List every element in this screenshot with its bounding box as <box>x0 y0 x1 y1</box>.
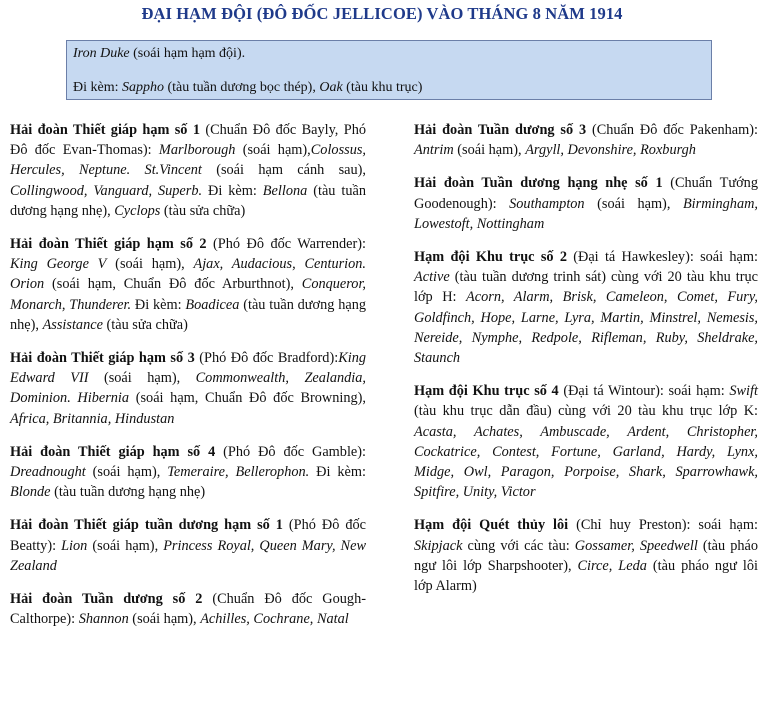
unit-heading: Hải đoàn Tuần dương hạng nhẹ số 1 <box>414 175 663 192</box>
ship-names: Acasta, Achates, Ambuscade, Ardent, Christopher, Cockatrice, Contest, Fortune, Garland, Hardy, Lynx, Midge, Owl, Paragon, Porpoise, Shark, Sparrowhawk, Spitfire, Unity, Victor <box>414 423 758 501</box>
unit-detail: (tàu tuần dương trinh sát) cùng với 20 tàu khu trục lớp H: <box>414 269 758 306</box>
ship-names: Ajax, Audacious, Centurion. Orion <box>10 256 367 293</box>
unit-detail: (soái hạm, Chuẩn Đô đốc Arburthnot), <box>44 276 302 293</box>
unit-heading: Hạm đội Khu trục số 4 <box>414 383 559 400</box>
squadron-entry <box>10 442 366 503</box>
unit-detail: (tàu tuần dương hạng nhẹ) <box>50 484 206 501</box>
ship-names: Colossus, Hercules, Neptune. St.Vincent <box>10 142 366 179</box>
squadron-entry <box>10 234 366 335</box>
page-title: ĐẠI HẠM ĐỘI (ĐÔ ĐỐC JELLICOE) VÀO THÁNG 8 NĂM 1914 <box>141 4 623 23</box>
ship-names: Shannon <box>78 611 129 628</box>
ship-names: Achilles, Cochrane, Natal <box>200 611 349 628</box>
ship-names: Southampton <box>509 195 585 212</box>
squadron-entry <box>414 381 758 502</box>
ship-names: Africa, Britannia, Hindustan <box>10 410 175 427</box>
ship-names: Oak <box>319 80 343 95</box>
unit-heading: Hải đoàn Tuần dương số 3 <box>414 122 587 138</box>
unit-heading: Hạm đội Quét thủy lôi <box>414 517 569 534</box>
ship-names: Iron Duke <box>73 46 130 61</box>
squadron-entry <box>10 515 366 576</box>
squadron-entry <box>10 589 366 629</box>
unit-detail: (tàu sửa chữa) <box>102 316 188 333</box>
squadron-entry <box>414 173 758 234</box>
ship-names: Boadicea <box>185 296 240 313</box>
flagship-line <box>73 44 705 64</box>
unit-heading: Hải đoàn Thiết giáp tuần dương hạm số 1 <box>10 517 283 534</box>
unit-detail: (tàu sửa chữa) <box>160 202 246 219</box>
unit-detail: (tàu tuần dương hạng nhẹ), <box>10 182 366 219</box>
ship-names: Antrim <box>414 142 454 159</box>
unit-heading: Hải đoàn Thiết giáp hạm số 2 <box>10 236 207 253</box>
ship-names: Blonde <box>10 484 51 501</box>
unit-detail: (soái hạm cánh sau), <box>201 162 366 179</box>
unit-heading: Hải đoàn Tuần dương số 2 <box>10 591 203 608</box>
squadron-entry <box>414 120 758 160</box>
unit-detail: (Đại tá Hawkesley): soái hạm: <box>566 249 758 266</box>
ship-names: Temeraire, Bellerophon. <box>167 464 310 481</box>
unit-heading: Hải đoàn Thiết giáp hạm số 4 <box>10 443 216 460</box>
unit-detail: Đi kèm: <box>131 296 186 313</box>
unit-detail: (Chuẩn Đô đốc Gough-Calthorpe): <box>10 591 366 628</box>
unit-detail: cùng với các tàu: <box>462 537 575 554</box>
unit-detail: (tàu tuần dương hạng nhẹ), <box>10 296 367 333</box>
ship-names: Active <box>414 269 450 286</box>
ship-names: Lion <box>61 537 88 554</box>
unit-heading: Hải đoàn Thiết giáp hạm số 1 <box>10 122 200 138</box>
unit-detail: Đi kèm: <box>309 464 366 481</box>
unit-detail: (tàu pháo ngư lôi lớp Alarm) <box>414 557 758 595</box>
left-column <box>10 120 366 642</box>
unit-detail: (soái hạm), <box>85 464 168 481</box>
unit-detail: (Chuẩn Đô đốc Pakenham): <box>586 122 758 138</box>
unit-detail: (soái hạm), <box>128 611 201 628</box>
unit-detail: (soái hạm), <box>584 195 683 212</box>
unit-detail: (soái hạm), <box>106 256 194 273</box>
unit-detail: (tàu khu trục) <box>342 80 423 95</box>
unit-detail: (Chuẩn Đô đốc Bayly, Phó Đô đốc Evan-Thomas): <box>10 122 366 159</box>
unit-detail: (Phó Đô đốc Gamble): <box>215 443 366 460</box>
ship-names: Marlborough <box>158 142 236 159</box>
escort-line <box>73 78 705 98</box>
unit-detail: (Đại tá Wintour): soái hạm: <box>558 383 730 400</box>
ship-names: Birmingham, Lowestoft, Nottingham <box>414 195 758 232</box>
unit-detail: (soái hạm), <box>453 142 526 159</box>
ship-names: King George V <box>10 256 107 273</box>
unit-detail: Đi kèm: <box>73 80 122 95</box>
unit-detail: (soái hạm), <box>235 142 311 159</box>
ship-names: Acorn, Alarm, Brisk, Cameleon, Comet, Fury, Goldfinch, Hope, Larne, Lyra, Martin, Minstrel, Nemesis, Nereide, Nymphe, Redpole, Rifleman, Ruby, Sheldrake, Staunch <box>414 289 758 367</box>
ship-names: Bellona <box>262 182 308 199</box>
ship-names: Assistance <box>42 316 103 333</box>
ship-names: Skipjack <box>414 537 463 554</box>
ship-names: Cyclops <box>114 202 161 219</box>
unit-heading: Hạm đội Khu trục số 2 <box>414 249 567 266</box>
ship-names: Conqueror, Monarch, Thunderer. <box>10 276 366 313</box>
unit-heading: Hải đoàn Thiết giáp hạm số 3 <box>10 350 195 367</box>
unit-detail: (tàu tuần dương bọc thép), <box>164 80 320 95</box>
squadron-entry <box>414 515 758 596</box>
ship-names: Dreadnought <box>10 464 86 481</box>
ship-names: Argyll, Devonshire, Roxburgh <box>525 142 696 159</box>
ship-names: Princess Royal, Queen Mary, New Zealand <box>10 537 366 574</box>
unit-detail: (Phó Đô đốc Beatty): <box>10 517 366 554</box>
squadron-entry <box>414 247 758 368</box>
ship-names: Sappho <box>122 80 164 95</box>
unit-detail: (tàu khu trục dẫn đầu) cùng với 20 tàu khu trục lớp K: <box>414 403 758 420</box>
unit-detail: (Phó Đô đốc Bradford): <box>194 350 339 367</box>
fleet-flagship-box <box>66 40 712 100</box>
unit-detail: Đi kèm: <box>202 182 263 199</box>
unit-detail: (Chỉ huy Preston): soái hạm: <box>568 517 758 534</box>
unit-detail: (Chuẩn Tướng Goodenough): <box>414 175 758 212</box>
ship-names: Commonwealth, Zealandia, Dominion. Hibernia <box>10 370 366 407</box>
squadron-entry <box>10 348 366 429</box>
unit-detail: (soái hạm), <box>87 537 164 554</box>
ship-names: Swift <box>729 383 758 400</box>
unit-detail: (soái hạm hạm đội). <box>129 46 246 61</box>
ship-names: King Edward VII <box>10 350 366 387</box>
unit-detail: (tàu pháo ngư lôi lớp Sharpshooter), <box>414 537 758 574</box>
right-column <box>414 120 758 609</box>
ship-names: Circe, Leda <box>577 557 647 574</box>
unit-detail: (soái hạm, Chuẩn Đô đốc Browning), <box>129 390 367 407</box>
ship-names: Gossamer, Speedwell <box>574 537 698 554</box>
unit-detail: (Phó Đô đốc Warrender): <box>206 236 366 253</box>
squadron-entry <box>10 120 366 221</box>
ship-names: Collingwood, Vanguard, Superb. <box>10 182 203 199</box>
unit-detail: (soái hạm), <box>88 370 196 387</box>
